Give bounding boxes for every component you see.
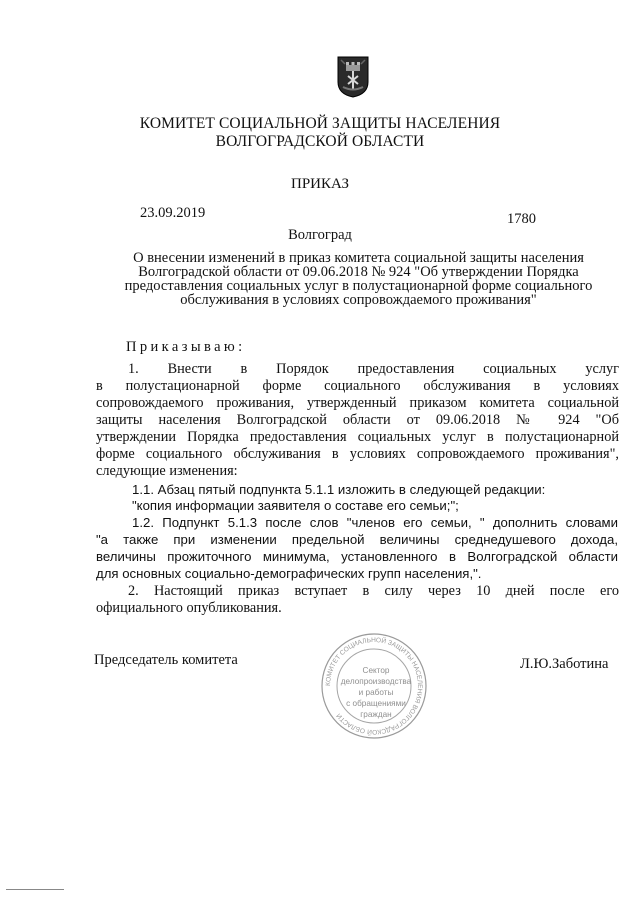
subject-line: предоставления социальных услуг в полустационарной форме социального xyxy=(124,278,593,294)
paragraph-1-2-line: 1.2. Подпункт 5.1.3 после слов "членов его семьи, " дополнить словами xyxy=(132,515,618,530)
order-number: 1780 xyxy=(507,211,536,227)
stamp-line: Сектор xyxy=(362,666,390,675)
subject-line: обслуживания в условиях сопровождаемого проживания" xyxy=(180,292,537,308)
paragraph-1-line: сопровождаемого проживания, утвержденный приказом комитета социальной xyxy=(96,395,619,411)
paragraph-1-1-quote: "копия информации заявителя о составе его семьи;"; xyxy=(132,498,459,513)
paragraph-1-line: 1. Внести в Порядок предоставления социальных услуг xyxy=(128,361,619,377)
stamp-line: делопроизводства xyxy=(340,677,412,686)
order-date: 23.09.2019 xyxy=(140,205,206,221)
order-directive: Приказываю: xyxy=(126,339,246,355)
footer-rule xyxy=(6,889,64,890)
paragraph-1-2-line: для основных социально-демографических групп населения,". xyxy=(96,566,482,581)
document-type: ПРИКАЗ xyxy=(291,176,349,192)
paragraph-1-1: 1.1. Абзац пятый подпункта 5.1.1 изложить в следующей редакции: xyxy=(132,482,546,497)
signatory-position: Председатель комитета xyxy=(94,652,238,668)
paragraph-2-line: официального опубликования. xyxy=(96,600,282,616)
org-name-line2: ВОЛГОГРАДСКОЙ ОБЛАСТИ xyxy=(215,133,425,150)
paragraph-1-2-line: величины прожиточного минимума, установленного в Волгоградской области xyxy=(96,549,618,564)
paragraph-1-line: следующие изменения: xyxy=(96,463,238,479)
stamp-line: с обращениями xyxy=(346,699,406,708)
paragraph-1-2-line: "а также при изменении предельной величины среднедушевого дохода, xyxy=(96,532,618,547)
stamp-ring-text: КОМИТЕТ СОЦИАЛЬНОЙ ЗАЩИТЫ НАСЕЛЕНИЯ ВОЛГОГРАДСКОЙ ОБЛАСТИ xyxy=(324,636,424,736)
paragraph-1-line: защиты населения Волгоградской области от 09.06.2018 № 924 "Об xyxy=(96,412,619,428)
stamp-line: и работы xyxy=(358,688,394,697)
subject-line: Волгоградской области от 09.06.2018 № 924 "Об утверждении Порядка xyxy=(138,264,579,280)
coat-of-arms-emblem xyxy=(337,56,369,98)
official-stamp xyxy=(320,632,428,740)
signatory-name: Л.Ю.Заботина xyxy=(520,656,609,672)
org-name-line1: КОМИТЕТ СОЦИАЛЬНОЙ ЗАЩИТЫ НАСЕЛЕНИЯ xyxy=(139,115,501,132)
paragraph-1-line: утверждении Порядка предоставления социальных услуг в полустационарной xyxy=(96,429,619,445)
stamp-line: граждан xyxy=(360,710,392,719)
subject-line: О внесении изменений в приказ комитета социальной защиты населения xyxy=(133,250,584,266)
paragraph-1-line: форме социального обслуживания в условиях сопровождаемого проживания", xyxy=(96,446,619,462)
paragraph-1-line: в полустационарной форме социального обслуживания в условиях xyxy=(96,378,619,394)
order-city: Волгоград xyxy=(288,227,352,243)
paragraph-2-line: 2. Настоящий приказ вступает в силу через 10 дней после его xyxy=(128,583,619,599)
